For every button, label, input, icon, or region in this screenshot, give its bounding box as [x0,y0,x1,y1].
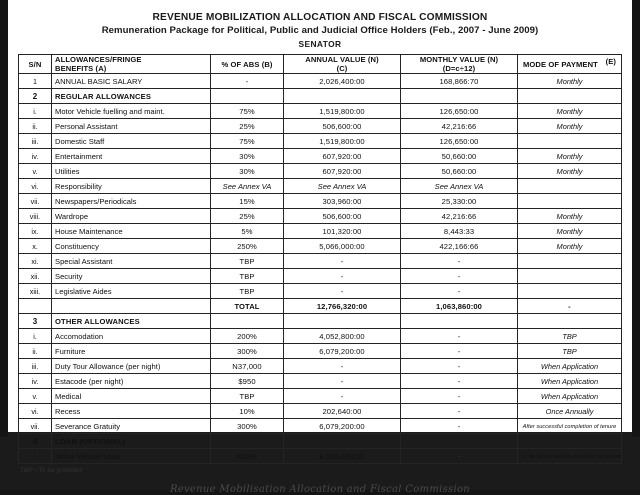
cell-sn: iii. [19,359,52,374]
cell-sn: viii. [19,209,52,224]
cell-percent-abs: 30% [211,149,284,164]
header-mode-label: MODE OF PAYMENT [523,59,598,69]
header-percent-abs: % OF ABS (B) [211,55,284,74]
cell-percent-abs: TBP [211,269,284,284]
table-row [19,404,622,419]
cell-annual-value: - [284,269,401,284]
cell-percent-abs: 25% [211,209,284,224]
cell-annual-value: 1,519,800:00 [284,134,401,149]
cell-monthly-value: - [401,344,518,359]
cell-sn: vii. [19,194,52,209]
cell-annual-value: 2,026,400:00 [284,74,401,89]
cell-allowance-name: Special Assistant [52,254,211,269]
table-row [19,284,622,299]
cell-percent-abs: 10% [211,404,284,419]
document-title: REVENUE MOBILIZATION ALLOCATION AND FISCAL COMMISSION [152,12,488,23]
cell-percent-abs: 5% [211,224,284,239]
cell-sn: x. [19,239,52,254]
cell-mode-of-payment [518,314,622,329]
cell-monthly-value: 8,443:33 [401,224,518,239]
cell-mode-of-payment: Monthly [518,164,622,179]
cell-monthly-value [401,434,518,449]
cell-annual-value: 6,079,200:00 [284,344,401,359]
cell-mode-of-payment [518,284,622,299]
cell-sn: ii. [19,119,52,134]
cell-percent-abs: 200% [211,329,284,344]
header-mode-mark: (E) [605,57,616,66]
cell-monthly-value: 42,216:66 [401,209,518,224]
cell-allowance-name: LOAN (OPTIONAL) [52,434,211,449]
header-allowances-line2: BENEFITS (A) [55,64,107,73]
cell-sn: 2 [19,89,52,104]
document-subtitle: Remuneration Package for Political, Public and Judicial Office Holders (Feb., 2007 - June 2009) [101,25,539,36]
table-row [19,374,622,389]
cell-annual-value: 202,640:00 [284,404,401,419]
cell-percent-abs: See Annex VA [211,179,284,194]
cell-mode-of-payment [518,134,622,149]
cell-percent-abs: TBP [211,254,284,269]
cell-percent-abs: 25% [211,119,284,134]
cell-mode-of-payment [518,269,622,284]
cell-allowance-name: Legislative Aides [52,284,211,299]
cell-monthly-value: 25,330:00 [401,194,518,209]
cell-sn: i. [19,104,52,119]
table-section-row [19,89,622,104]
commission-signature: Revenue Mobilisation Allocation and Fiscal Commission [169,484,471,495]
cell-percent-abs: TBP [211,389,284,404]
cell-annual-value: - [284,359,401,374]
table-row [19,344,622,359]
table-row [19,329,622,344]
cell-sn: xii. [19,269,52,284]
table-row [19,269,622,284]
cell-allowance-name: Entertainment [52,149,211,164]
cell-sn: 4 [19,434,52,449]
table-row [19,254,622,269]
cell-annual-value: - [284,389,401,404]
cell-monthly-value [401,314,518,329]
table-row [19,104,622,119]
cell-sn: iv. [19,149,52,164]
cell-allowance-name: Utilities [52,164,211,179]
cell-allowance-name: Recess [52,404,211,419]
cell-mode-of-payment: When Application [518,359,622,374]
cell-percent-abs: 15% [211,194,284,209]
cell-sn: i. [19,329,52,344]
cell-annual-value: - [284,284,401,299]
cell-allowance-name: Motor Vehicle fuelling and maint. [52,104,211,119]
cell-sn: i. [19,449,52,464]
cell-monthly-value: - [401,374,518,389]
cell-monthly-value: - [401,359,518,374]
cell-allowance-name: Accomodation [52,329,211,344]
cell-mode-of-payment: Monthly [518,239,622,254]
cell-annual-value: 6,079,200:00 [284,419,401,434]
table-row [19,389,622,404]
cell-annual-value [284,434,401,449]
header-allowances [52,55,211,74]
cell-sn: vi. [19,404,52,419]
table-section-row [19,434,622,449]
table-row [19,149,622,164]
table-row [19,419,622,434]
cell-monthly-value: 50,660:00 [401,164,518,179]
cell-sn: iii. [19,134,52,149]
cell-percent-abs [211,314,284,329]
cell-percent-abs: 300% [211,419,284,434]
cell-annual-value: 1,519,800:00 [284,104,401,119]
table-row [19,179,622,194]
cell-mode-of-payment: Monthly [518,104,622,119]
cell-sn: vi. [19,179,52,194]
cell-annual-value: 506,600:00 [284,209,401,224]
cell-monthly-value: - [401,419,518,434]
cell-monthly-value: - [401,269,518,284]
cell-mode-of-payment: When Application [518,374,622,389]
cell-monthly-value: See Annex VA [401,179,518,194]
cell-mode-of-payment [518,254,622,269]
cell-allowance-name: Wardrope [52,209,211,224]
cell-allowance-name: Constituency [52,239,211,254]
cell-allowance-name: Furniture [52,344,211,359]
cell-allowance-name: House Maintenance [52,224,211,239]
cell-sn [19,299,52,314]
cell-mode-of-payment [518,194,622,209]
table-row [19,134,622,149]
cell-allowance-name: Domestic Staff [52,134,211,149]
cell-monthly-value: - [401,404,518,419]
cell-percent-abs: 75% [211,134,284,149]
cell-annual-value: 101,320:00 [284,224,401,239]
table-total-row [19,299,622,314]
remuneration-table [18,54,622,464]
cell-monthly-value: 168,866:70 [401,74,518,89]
cell-allowance-name: Responsibility [52,179,211,194]
cell-sn: v. [19,389,52,404]
header-annual-value [284,55,401,74]
office-title: SENATOR [298,39,342,49]
remuneration-table-container [18,54,622,464]
table-section-row [19,314,622,329]
cell-mode-of-payment: Monthly [518,209,622,224]
cell-mode-of-payment: Monthly [518,74,622,89]
cell-allowance-name [52,299,211,314]
cell-sn: v. [19,164,52,179]
cell-mode-of-payment [518,89,622,104]
cell-allowance-name: Security [52,269,211,284]
cell-mode-of-payment: TBP [518,329,622,344]
cell-percent-abs: 75% [211,104,284,119]
cell-allowance-name: Motor Vehicle Loan [52,449,211,464]
cell-sn: ix. [19,224,52,239]
cell-sn: 3 [19,314,52,329]
cell-allowance-name: Estacode (per night) [52,374,211,389]
cell-percent-abs: 250% [211,239,284,254]
table-row [19,74,622,89]
table-row [19,164,622,179]
cell-percent-abs: 30% [211,164,284,179]
cell-monthly-value [401,89,518,104]
cell-allowance-name: Duty Tour Allowance (per night) [52,359,211,374]
table-header-row [19,55,622,74]
cell-annual-value: 506,600:00 [284,119,401,134]
cell-mode-of-payment: After successful completion of tenure [518,419,622,434]
cell-allowance-name: REGULAR ALLOWANCES [52,89,211,104]
cell-allowance-name: Personal Assistant [52,119,211,134]
table-row [19,119,622,134]
cell-monthly-value: 126,650:00 [401,134,518,149]
cell-allowance-name: ANNUAL BASIC SALARY [52,74,211,89]
cell-mode-of-payment: Monthly [518,149,622,164]
cell-monthly-value: 422,166:66 [401,239,518,254]
cell-annual-value: - [284,374,401,389]
header-allowances-line1: ALLOWANCES/FRINGE [55,55,142,64]
header-monthly-line2: (D=c÷12) [442,64,476,73]
header-annual-line2: (C) [336,64,348,73]
scan-edge-left [0,0,8,437]
cell-monthly-value: 50,660:00 [401,149,518,164]
cell-sn: ii. [19,344,52,359]
cell-percent-abs: 300% [211,344,284,359]
cell-sn: xi. [19,254,52,269]
cell-percent-abs: TBP [211,284,284,299]
cell-allowance-name: OTHER ALLOWANCES [52,314,211,329]
cell-monthly-value: - [401,284,518,299]
cell-annual-value [284,89,401,104]
cell-mode-of-payment: To be repaid before expiration of tenure [518,449,622,464]
cell-annual-value [284,314,401,329]
cell-annual-value: 5,066,000:00 [284,239,401,254]
header-monthly-value [401,55,518,74]
cell-allowance-name: Newspapers/Periodicals [52,194,211,209]
cell-monthly-value: 1,063,860:00 [401,299,518,314]
cell-monthly-value: - [401,329,518,344]
table-row [19,359,622,374]
scan-edge-right [632,0,640,437]
cell-mode-of-payment: Once Annually [518,404,622,419]
cell-mode-of-payment: Monthly [518,224,622,239]
cell-annual-value: 4,052,800:00 [284,329,401,344]
cell-percent-abs [211,89,284,104]
header-annual-line1: ANNUAL VALUE (N) [305,55,379,64]
cell-annual-value: 12,766,320:00 [284,299,401,314]
cell-mode-of-payment: TBP [518,344,622,359]
cell-sn: iv. [19,374,52,389]
table-row [19,449,622,464]
cell-percent-abs [211,434,284,449]
cell-mode-of-payment: Monthly [518,119,622,134]
header-sn: S/N [19,55,52,74]
cell-annual-value: 303,960:00 [284,194,401,209]
cell-percent-abs: - [211,74,284,89]
cell-annual-value: 8,105,600:00 [284,449,401,464]
footnote-tbp: TBP - To be provided [20,467,82,474]
cell-mode-of-payment [518,434,622,449]
cell-sn: vii. [19,419,52,434]
cell-allowance-name: Severance Gratuity [52,419,211,434]
cell-monthly-value: 42,216:66 [401,119,518,134]
header-monthly-line1: MONTHLY VALUE (N) [419,55,499,64]
table-row [19,194,622,209]
cell-monthly-value: - [401,389,518,404]
cell-percent-abs: $950 [211,374,284,389]
cell-monthly-value: - [401,449,518,464]
cell-percent-abs: 400% [211,449,284,464]
table-row [19,224,622,239]
cell-annual-value: - [284,254,401,269]
table-row [19,239,622,254]
cell-allowance-name: Medical [52,389,211,404]
cell-annual-value: 607,920:00 [284,164,401,179]
cell-percent-abs: N37,000 [211,359,284,374]
document-page [8,0,632,495]
cell-sn: 1 [19,74,52,89]
cell-monthly-value: 126,650:00 [401,104,518,119]
cell-annual-value: See Annex VA [284,179,401,194]
cell-mode-of-payment [518,179,622,194]
table-row [19,209,622,224]
cell-annual-value: 607,920:00 [284,149,401,164]
cell-percent-abs: TOTAL [211,299,284,314]
document-header [8,0,632,51]
cell-monthly-value: - [401,254,518,269]
cell-mode-of-payment: - [518,299,622,314]
cell-mode-of-payment: When Application [518,389,622,404]
cell-sn: xiii. [19,284,52,299]
header-mode-of-payment [518,55,622,74]
